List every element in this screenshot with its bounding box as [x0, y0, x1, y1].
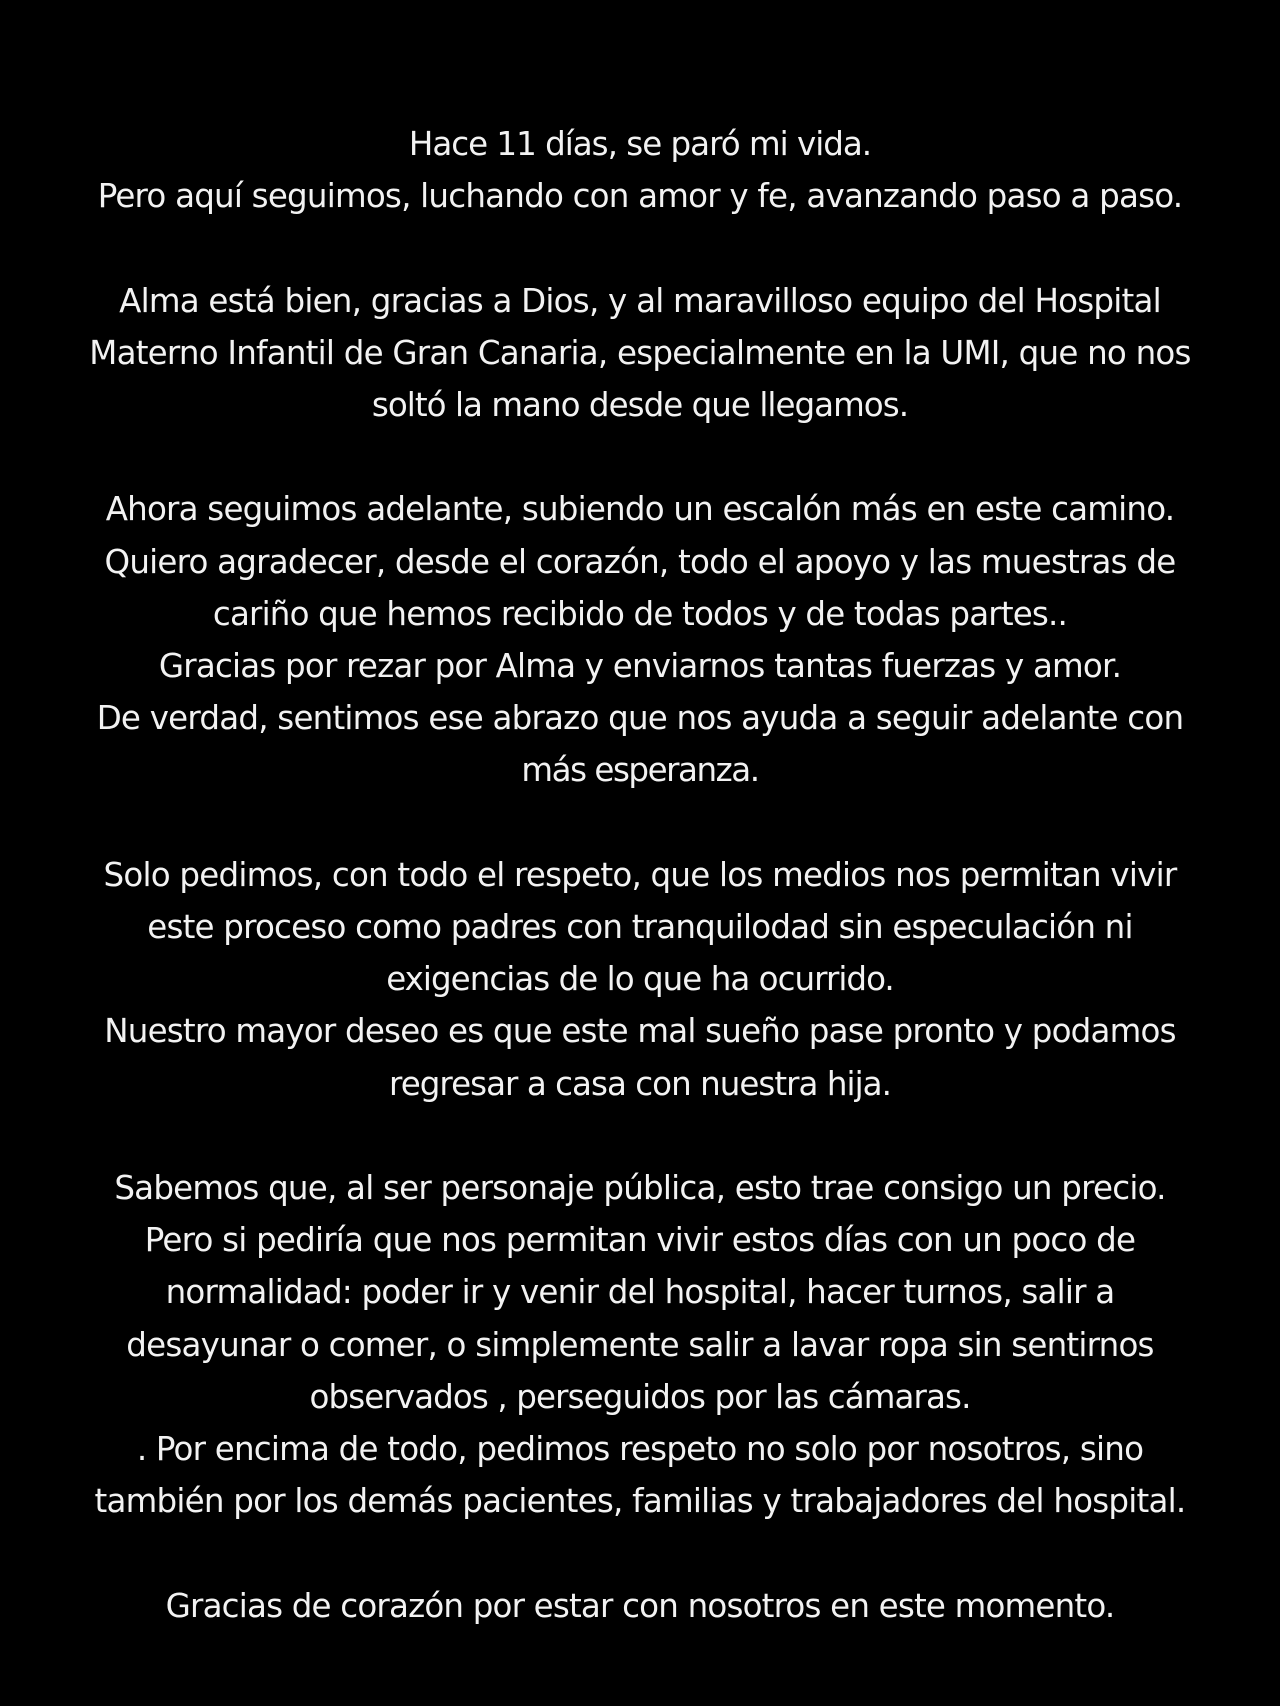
text-line: Gracias de corazón por estar con nosotros en este momento.	[165, 1586, 1115, 1625]
text-line: soltó la mano desde que llegamos.	[371, 386, 909, 424]
text-line: más esperanza.	[521, 751, 759, 790]
text-line: Alma está bien, gracias a Dios, y al maravilloso equipo del Hospital	[119, 281, 1161, 320]
text-line: observados , perseguidos por las cámaras.	[309, 1377, 971, 1416]
paragraph-day-count	[0, 118, 1280, 222]
text-line: Gracias por rezar por Alma y enviarnos tantas fuerzas y amor.	[158, 647, 1122, 685]
text-line: Quiero agradecer, desde el corazón, todo el apoyo y las muestras de	[104, 542, 1176, 581]
paragraph-media-request	[0, 849, 1280, 1110]
paragraph-support-thanks	[0, 483, 1280, 796]
text-line: normalidad: poder ir y venir del hospital, hacer turnos, salir a	[165, 1273, 1115, 1312]
text-line: Nuestro mayor deseo es que este mal sueño pase pronto y podamos	[104, 1012, 1176, 1051]
text-line: Sabemos que, al ser personaje pública, esto trae consigo un precio.	[114, 1169, 1166, 1207]
text-line: este proceso como padres con tranquilodad sin especulación ni	[147, 908, 1133, 946]
text-line: . Por encima de todo, pedimos respeto no solo por nosotros, sino	[136, 1430, 1144, 1469]
text-line: Materno Infantil de Gran Canaria, especialmente en la UMI, que no nos	[89, 333, 1191, 372]
text-line: Ahora seguimos adelante, subiendo un escalón más en este camino.	[105, 490, 1175, 529]
paragraph-privacy-request	[0, 1162, 1280, 1527]
text-line: exigencias de lo que ha ocurrido.	[386, 960, 894, 999]
text-line: también por los demás pacientes, familias y trabajadores del hospital.	[94, 1482, 1186, 1521]
statement-text	[0, 118, 1280, 1632]
text-line: desayunar o comer, o simplemente salir a lavar ropa sin sentirnos	[126, 1325, 1154, 1364]
text-line: Pero si pediría que nos permitan vivir estos días con un poco de	[144, 1221, 1136, 1260]
text-line: cariño que hemos recibido de todos y de todas partes..	[212, 594, 1068, 633]
text-line: Solo pedimos, con todo el respeto, que los medios nos permitan vivir	[103, 855, 1177, 894]
text-line: regresar a casa con nuestra hija.	[389, 1064, 891, 1103]
text-line: Hace 11 días, se paró mi vida.	[408, 125, 872, 163]
paragraph-closing	[0, 1580, 1280, 1632]
text-line: De verdad, sentimos ese abrazo que nos ayuda a seguir adelante con	[96, 699, 1184, 738]
paragraph-hospital-thanks	[0, 275, 1280, 432]
text-line: Pero aquí seguimos, luchando con amor y fe, avanzando paso a paso.	[97, 177, 1183, 216]
